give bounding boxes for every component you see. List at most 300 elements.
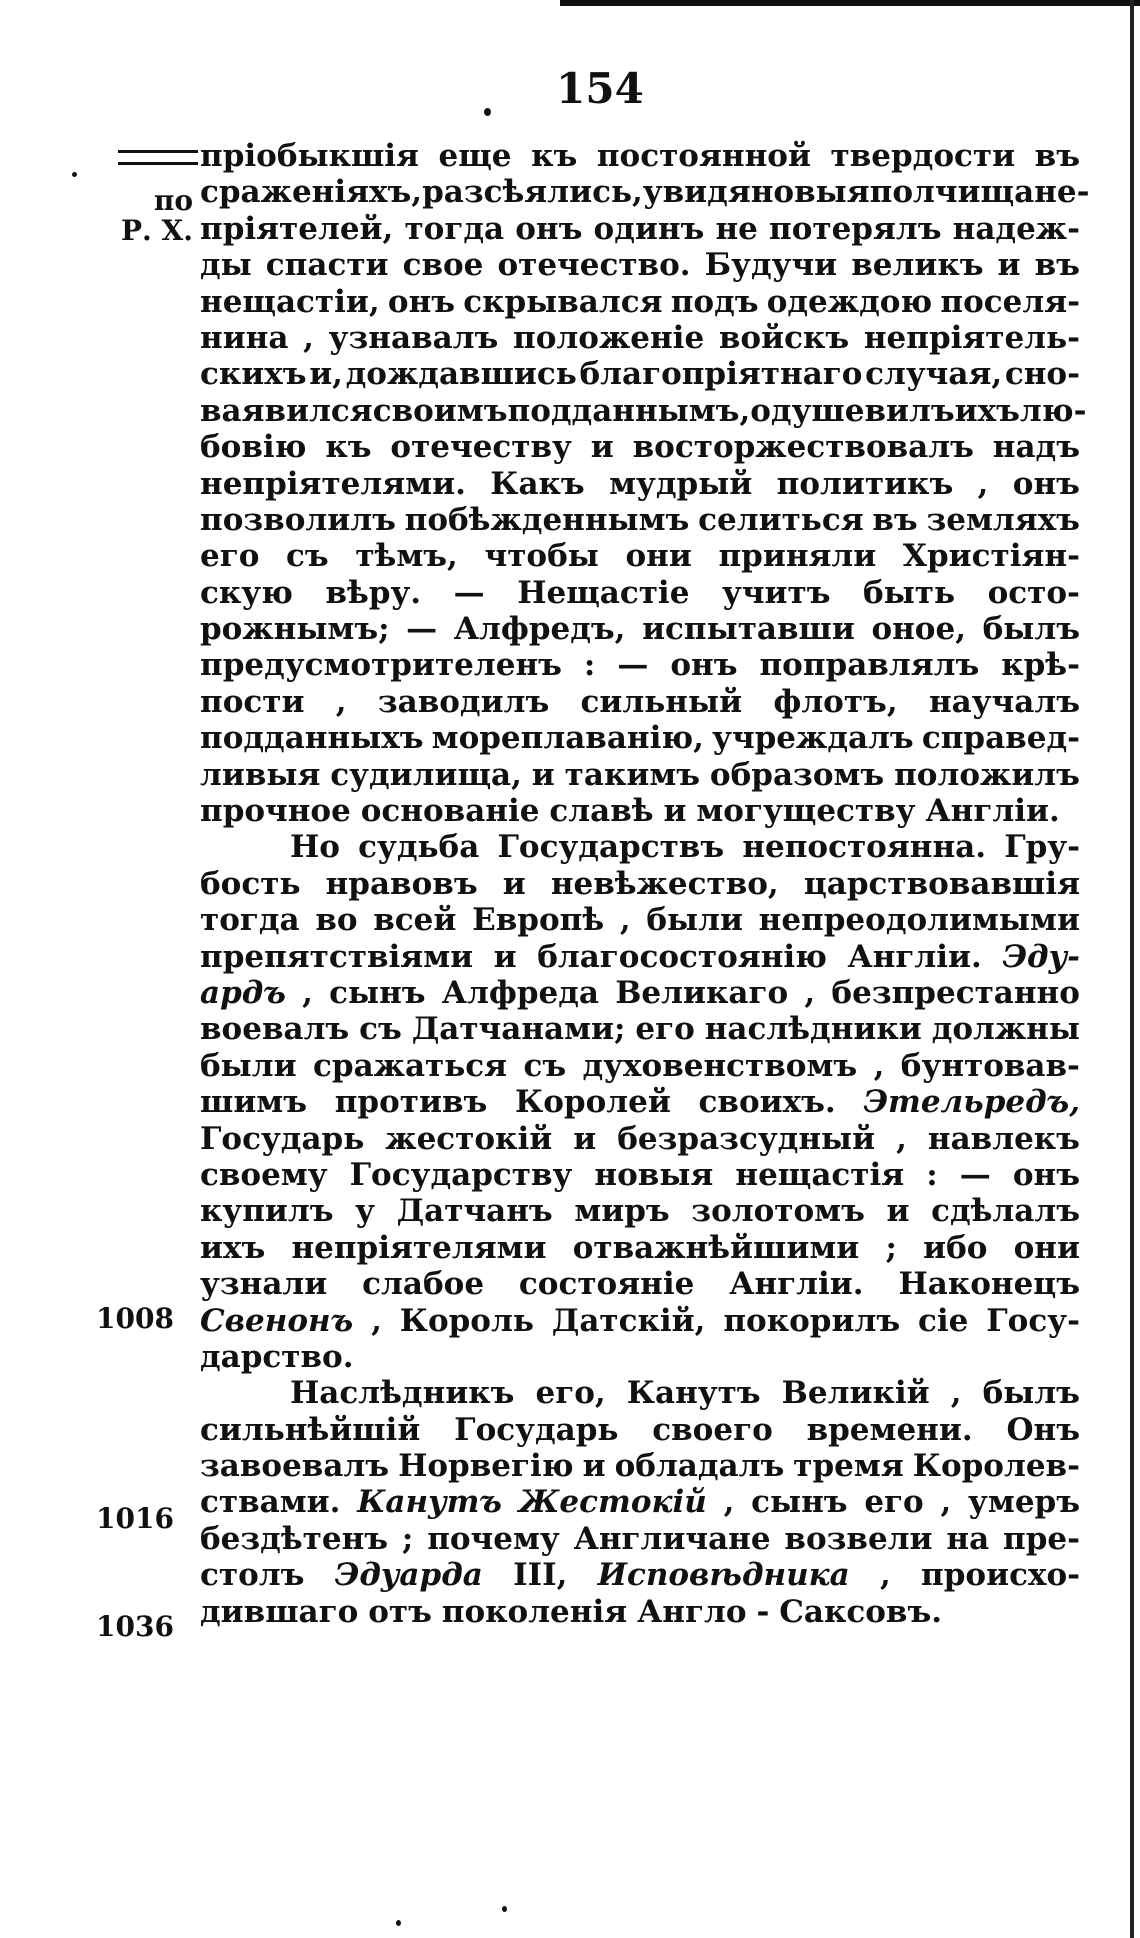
word: нещастіи,: [200, 283, 380, 320]
text-line: [200, 284, 1080, 320]
word: одушевилъ: [750, 392, 955, 429]
word: въ: [872, 501, 918, 538]
word: и: [997, 247, 1021, 284]
word: приняли: [718, 538, 877, 575]
word: ,: [804, 974, 816, 1011]
word: —: [453, 574, 485, 611]
word: Норвегію: [398, 1448, 574, 1485]
word: Королей: [515, 1084, 671, 1121]
word: въ: [1034, 247, 1080, 284]
text-line: [200, 1448, 1080, 1484]
word: великъ: [851, 247, 984, 284]
text-line: [200, 1303, 1080, 1339]
word: навлекъ: [927, 1120, 1080, 1157]
word: на: [946, 1520, 990, 1557]
word: справед-: [921, 720, 1080, 757]
text-line: [200, 138, 1080, 174]
word: возвели: [784, 1520, 933, 1557]
word: дарство.: [200, 1338, 354, 1375]
word: онъ: [1012, 1156, 1080, 1193]
word: ,: [371, 1302, 382, 1339]
word: духовенствомъ: [582, 1047, 858, 1084]
text-line: [200, 1121, 1080, 1157]
word: времени.: [806, 1411, 973, 1448]
word: сильнѣйшій: [200, 1411, 421, 1448]
word: слабое: [362, 1266, 485, 1303]
word: учитъ: [721, 574, 831, 611]
word: подданнымъ,: [507, 392, 751, 429]
word: отъ: [368, 1593, 432, 1630]
word: разсѣялись,: [422, 174, 643, 211]
word: благопріятнаго: [579, 356, 863, 393]
word: безпрестанно: [831, 974, 1080, 1011]
word: войскъ: [718, 319, 850, 356]
word: пріятелей,: [200, 210, 394, 247]
word: спасти: [265, 247, 389, 284]
word: отечеству: [390, 429, 572, 466]
text-line: [200, 1048, 1080, 1084]
word: столъ: [200, 1557, 305, 1594]
word: золотомъ: [691, 1193, 865, 1230]
margin-note-year: 1036: [96, 1610, 174, 1643]
word: Канутъ: [626, 1375, 761, 1412]
word: ливыя: [200, 756, 321, 793]
text-line: [200, 211, 1080, 247]
italic-word: Этельредъ,: [863, 1084, 1080, 1121]
word: и: [886, 1193, 910, 1230]
word: почему: [427, 1520, 560, 1557]
word: непостоянна.: [742, 829, 987, 866]
word: явился: [241, 392, 373, 429]
text-line: [200, 611, 1080, 647]
word: происхо-: [921, 1557, 1080, 1594]
word: непріятель-: [863, 319, 1080, 356]
text-line: [200, 575, 1080, 611]
word: ;: [401, 1520, 414, 1557]
word: Король: [399, 1302, 534, 1339]
word: завоевалъ: [200, 1448, 390, 1485]
word: не: [715, 210, 758, 247]
print-speck: [396, 1920, 401, 1926]
print-speck: [502, 1906, 507, 1912]
text-line: [200, 502, 1080, 538]
word: безразсудный: [617, 1120, 876, 1157]
word: позволилъ: [200, 501, 396, 538]
word: вѣру.: [325, 574, 422, 611]
word: Европѣ: [472, 902, 605, 939]
word: бездѣтенъ: [200, 1520, 389, 1557]
word: ихъ: [200, 1229, 266, 1266]
word: и: [590, 429, 614, 466]
word: нина: [200, 319, 289, 356]
word: ствами.: [200, 1484, 341, 1521]
word: невѣжество,: [550, 865, 779, 902]
italic-word: Эдуарда: [334, 1557, 483, 1594]
word: купилъ: [200, 1193, 334, 1230]
word: съ: [523, 1047, 567, 1084]
italic-word: ардъ: [200, 974, 286, 1011]
word: всей: [373, 902, 457, 939]
word: и: [531, 756, 555, 793]
word: поправлялъ: [759, 647, 980, 684]
word: Англо: [637, 1593, 747, 1630]
text-line: [200, 1193, 1080, 1229]
word: Англіи.: [925, 793, 1060, 830]
word: лю-: [1019, 392, 1087, 429]
text-line: [200, 320, 1080, 356]
word: судилища,: [330, 756, 522, 793]
word: своихъ.: [698, 1084, 836, 1121]
word: испытавши: [642, 611, 855, 648]
text-line: [200, 720, 1080, 756]
word: миръ: [574, 1193, 670, 1230]
word: Будучи: [704, 247, 838, 284]
word: наслѣдники: [704, 1011, 922, 1048]
word: тремя: [793, 1448, 904, 1485]
word: ихъ: [954, 392, 1020, 429]
text-line: [200, 429, 1080, 465]
word: къ: [325, 429, 372, 466]
word: ,: [619, 902, 631, 939]
word: пости: [200, 683, 305, 720]
word: ,: [940, 1484, 952, 1521]
word: :: [583, 647, 596, 684]
word: прочное: [200, 793, 351, 830]
text-line: [200, 1230, 1080, 1266]
word: твердости: [830, 138, 1016, 174]
word: крѣ-: [1001, 647, 1080, 684]
word: и: [573, 1120, 597, 1157]
word: Какъ: [490, 465, 585, 502]
word: сно-: [1004, 356, 1080, 393]
word: Онъ: [1006, 1411, 1080, 1448]
word: сіе: [918, 1302, 969, 1339]
word: III,: [513, 1557, 568, 1594]
word: поселя-: [940, 283, 1080, 320]
word: осто-: [987, 574, 1080, 611]
page-number: 154: [556, 64, 644, 113]
word: ибо: [923, 1229, 988, 1266]
text-line: [200, 356, 1080, 392]
text-line: [200, 1339, 1080, 1375]
word: Англичане: [573, 1520, 771, 1557]
word: не-: [1034, 174, 1090, 211]
word: и,: [309, 356, 343, 393]
word: учреждалъ: [712, 720, 914, 757]
word: ,: [896, 1120, 907, 1157]
text-line: [200, 174, 1090, 211]
text-line: [200, 757, 1080, 793]
text-line: [200, 392, 1087, 429]
word: онъ: [670, 647, 738, 684]
word: и: [493, 938, 517, 975]
word: надъ: [992, 429, 1080, 466]
word: Великій: [781, 1375, 930, 1412]
print-speck: [72, 172, 77, 177]
word: его: [200, 538, 260, 575]
word: Но: [290, 829, 340, 866]
word: ,: [879, 1557, 891, 1594]
word: непріятелями.: [200, 465, 466, 502]
word: дождавшись: [345, 356, 577, 393]
word: Христіян-: [902, 538, 1080, 575]
text-line: [200, 939, 1080, 975]
word: ,: [302, 974, 313, 1011]
word: селиться: [698, 501, 864, 538]
word: подданныхъ: [200, 720, 424, 757]
word: предусмотрителенъ: [200, 647, 562, 684]
word: Наслѣдникъ: [290, 1375, 515, 1412]
word: новыя: [750, 174, 870, 211]
top-edge-rule: [560, 0, 1140, 6]
word: положилъ: [894, 756, 1080, 793]
word: обладалъ: [614, 1448, 785, 1485]
word: съ: [286, 538, 329, 575]
word: свое: [402, 247, 484, 284]
word: сильный: [580, 683, 743, 720]
word: покорилъ: [723, 1302, 901, 1339]
italic-word: Канутъ: [357, 1484, 502, 1521]
word: побѣжденнымъ: [404, 501, 690, 538]
word: у: [355, 1193, 376, 1230]
word: подъ: [670, 283, 759, 320]
word: противъ: [334, 1084, 488, 1121]
word: его,: [535, 1375, 606, 1412]
text-line: [200, 902, 1080, 938]
word: въ: [1034, 138, 1080, 174]
word: Гру-: [1004, 829, 1080, 866]
word: новыя: [594, 1156, 714, 1193]
word: Алфредъ,: [453, 611, 626, 648]
word: были: [200, 1047, 297, 1084]
word: Наконецъ: [898, 1266, 1080, 1303]
word: препятствіями: [200, 938, 474, 975]
word: научалъ: [928, 683, 1080, 720]
word: надеж-: [952, 210, 1080, 247]
page-edge-line: [1130, 0, 1134, 1938]
word: сражаться: [313, 1047, 508, 1084]
word: тѣмъ,: [355, 538, 458, 575]
word: поколенія: [441, 1593, 628, 1630]
word: ва: [200, 392, 242, 429]
word: былъ: [982, 1375, 1080, 1412]
word: постоянной: [596, 138, 811, 174]
word: бовію: [200, 429, 307, 466]
text-line: [200, 647, 1080, 683]
word: Саксовъ.: [779, 1593, 943, 1630]
word: воевалъ: [200, 1011, 350, 1048]
word: одинъ: [593, 210, 705, 247]
word: основаніе: [360, 793, 540, 830]
word: ,: [873, 1047, 885, 1084]
word: положеніе: [513, 319, 705, 356]
margin-note-era: [98, 186, 193, 246]
text-line: [200, 1157, 1080, 1193]
word: непріятелями: [291, 1229, 547, 1266]
word: дившаго: [200, 1593, 359, 1630]
word: и: [502, 865, 526, 902]
word: благосостоянію: [537, 938, 827, 975]
word: мудрый: [609, 465, 753, 502]
word: скихъ: [200, 356, 307, 393]
word: Королев-: [912, 1448, 1080, 1485]
word: —: [406, 611, 438, 648]
text-line: [200, 538, 1080, 574]
word: пріобыкшія: [200, 138, 419, 174]
word: своему: [200, 1156, 328, 1193]
body-text: [200, 138, 1090, 1630]
text-line: [200, 793, 1080, 829]
word: сдѣлалъ: [931, 1193, 1080, 1230]
word: онъ: [1012, 465, 1080, 502]
word: сынъ: [751, 1484, 848, 1521]
italic-word: Исповѣдника: [597, 1557, 850, 1594]
word: были: [646, 902, 743, 939]
word: мореплаванію,: [431, 720, 704, 757]
print-speck: [484, 108, 491, 116]
word: царствовавшія: [803, 865, 1080, 902]
text-line: [200, 466, 1080, 502]
word: судьба: [358, 829, 480, 866]
margin-note-era-line: Р. Х.: [120, 214, 193, 247]
word: Алфреда: [441, 974, 599, 1011]
word: земляхъ: [926, 501, 1080, 538]
word: Датчанъ: [396, 1193, 553, 1230]
word: политикъ: [776, 465, 954, 502]
word: Англіи.: [847, 938, 982, 975]
text-line: [200, 1266, 1080, 1302]
word: увидя: [642, 174, 751, 211]
word: должны: [931, 1011, 1080, 1048]
word: могуществу: [696, 793, 916, 830]
word: шимъ: [200, 1084, 308, 1121]
word: ,: [950, 1375, 962, 1412]
word: флотъ,: [773, 683, 898, 720]
word: Датскій,: [551, 1302, 706, 1339]
word: ,: [303, 319, 314, 356]
word: нравовъ: [325, 865, 478, 902]
word: одеждою: [766, 283, 933, 320]
word: пре-: [1003, 1520, 1080, 1557]
word: рожнымъ;: [200, 611, 390, 648]
word: состояніе: [518, 1266, 695, 1303]
word: восторжествовалъ: [632, 429, 974, 466]
word: Датчанами;: [411, 1011, 626, 1048]
word: ,: [723, 1484, 735, 1521]
word: еще: [438, 138, 512, 174]
word: онъ: [387, 283, 456, 320]
word: тогда: [200, 902, 300, 939]
word: и: [663, 793, 687, 830]
word: ,: [335, 683, 347, 720]
word: Государь: [200, 1120, 365, 1157]
text-line: [200, 975, 1080, 1011]
word: скрывался: [463, 283, 663, 320]
word: отважнѣйшими: [572, 1229, 860, 1266]
word: скую: [200, 574, 293, 611]
word: къ: [531, 138, 578, 174]
word: чтобы: [484, 538, 599, 575]
word: быть: [863, 574, 956, 611]
word: съ: [359, 1011, 402, 1048]
word: узнавалъ: [328, 319, 499, 356]
word: тогда: [404, 210, 505, 247]
word: сынъ: [329, 974, 426, 1011]
word: своего: [652, 1411, 773, 1448]
italic-word: Жестокій: [518, 1484, 707, 1521]
text-line: [200, 1557, 1080, 1593]
word: славѣ: [549, 793, 654, 830]
text-line: [200, 1412, 1080, 1448]
text-line: [200, 1594, 1080, 1630]
word: ;: [885, 1229, 897, 1266]
text-line: [200, 1521, 1080, 1557]
word: —: [617, 647, 649, 684]
word: такимъ: [564, 756, 701, 793]
word: оное,: [871, 611, 966, 648]
word: Государству: [349, 1156, 573, 1193]
word: ды: [200, 247, 252, 284]
text-line: [200, 866, 1080, 902]
word: Нещастіе: [517, 574, 690, 611]
margin-note-era-line: по: [153, 184, 193, 217]
word: своимъ: [372, 392, 508, 429]
italic-word: Эду-: [1002, 938, 1080, 975]
word: онъ: [515, 210, 583, 247]
word: его: [864, 1484, 924, 1521]
text-line: [200, 1484, 1080, 1520]
word: образомъ: [709, 756, 885, 793]
italic-word: Свенонъ: [200, 1302, 354, 1339]
word: Государь: [454, 1411, 619, 1448]
word: непреодолимыми: [758, 902, 1080, 939]
word: отечество.: [497, 247, 691, 284]
word: и: [582, 1448, 606, 1485]
word: Госу-: [986, 1302, 1080, 1339]
continuation-mark: [118, 150, 198, 165]
word: ,: [977, 465, 989, 502]
word: -: [756, 1593, 770, 1630]
word: Государствъ: [497, 829, 725, 866]
text-line: [200, 1011, 1080, 1047]
word: сраженіяхъ,: [200, 174, 423, 211]
word: они: [1013, 1229, 1080, 1266]
word: бунтовав-: [900, 1047, 1080, 1084]
text-line: [200, 1375, 1080, 1411]
text-line: [200, 1084, 1080, 1120]
text-line: [200, 684, 1080, 720]
word: полчища: [869, 174, 1035, 211]
word: узнали: [200, 1266, 328, 1303]
word: Великаго: [615, 974, 789, 1011]
word: случая,: [865, 356, 1003, 393]
word: —: [959, 1156, 991, 1193]
word: бость: [200, 865, 301, 902]
word: жестокій: [385, 1120, 553, 1157]
word: они: [625, 538, 692, 575]
word: Англіи.: [729, 1266, 864, 1303]
word: былъ: [982, 611, 1080, 648]
text-line: [200, 829, 1080, 865]
word: нещастія: [735, 1156, 905, 1193]
word: умеръ: [968, 1484, 1080, 1521]
text-line: [200, 247, 1080, 283]
word: :: [926, 1156, 938, 1193]
margin-note-year: 1016: [96, 1502, 174, 1535]
word: во: [315, 902, 358, 939]
margin-note-year: 1008: [96, 1302, 174, 1335]
word: потерялъ: [769, 210, 942, 247]
